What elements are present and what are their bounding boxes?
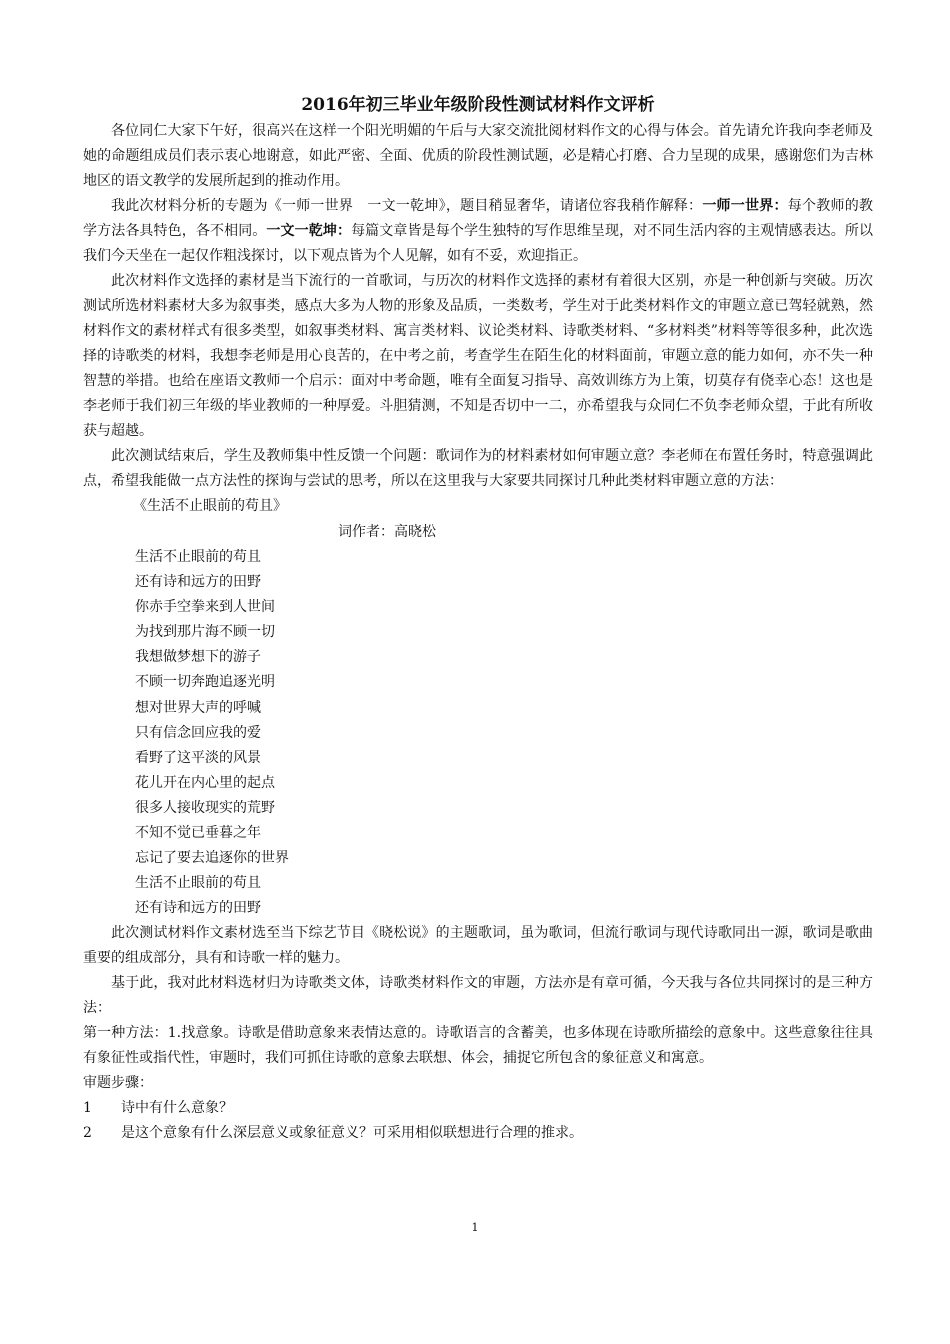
step-item <box>83 1096 873 1121</box>
step-number: 2 <box>83 1125 92 1142</box>
poem-line: 生活不止眼前的苟且 <box>135 549 261 565</box>
poem-line: 还有诗和远方的田野 <box>135 900 261 917</box>
page-number: 1 <box>471 1221 479 1234</box>
paragraph-topic <box>83 194 873 269</box>
topic-text-e: 每篇文章皆是每个学生独特的写作思维呈现，对不同生活内容的主观情感表达。所以我们今天坐在一起仅作粗浅探讨，以下观点皆为个人见解，如有不妥，欢迎指正。 <box>83 223 874 264</box>
document-title: 2016年初三毕业年级阶段性测试材料作文评析 <box>301 95 655 115</box>
poem-line: 很多人接收现实的荒野 <box>135 799 275 816</box>
paragraph-feedback: 此次测试结束后，学生及教师集中性反馈一个问题：歌词作为的材料素材如何审题立意？李老师在布置任务时，特意强调此点，希望我能做一点方法性的探询与尝试的思考，所以在这里我与大家要共同探讨几种此类材料审题立意的方法： <box>83 448 873 489</box>
poem-line: 你赤手空拳来到人世间 <box>135 599 275 616</box>
step-item <box>83 1121 873 1146</box>
poem-body <box>83 545 873 921</box>
topic-text-c: 每个教师的教学方法各具特色，各不相同。 <box>83 198 874 239</box>
poem-line: 想对世界大声的呼喊 <box>135 699 261 716</box>
poem-line: 为找到那片海不顾一切 <box>135 624 275 641</box>
paragraph-source: 此次测试材料作文素材选至当下综艺节目《晓松说》的主题歌词，虽为歌词，但流行歌词与现代诗歌同出一源，歌词是歌曲重要的组成部分，具有和诗歌一样的魅力。 <box>83 925 873 967</box>
poem-line: 只有信念回应我的爱 <box>135 724 261 741</box>
step-number: 1 <box>83 1100 92 1117</box>
paragraph-material: 此次材料作文选择的素材是当下流行的一首歌词，与历次的材料作文选择的素材有着很大区别，亦是一种创新与突破。历次测试所选材料素材大多为叙事类，感点大多为人物的形象及品质，一类数考，学生对于此类材料作文的审题立意已驾轻就熟，然材料作文的素材样式有很多类型，如叙事类材料、寓言类材料、议论类材料、诗歌类材料、“多材料类”材料等等很多种，此次选择的诗歌类的材料，我想李老师是用心良苦的，在中考之前，考查学生在陌生化的材料面前，审题立意的能力如何，亦不失一种智慧的举措。也给在座语文教师一个启示：面对中考命题，唯有全面复习指导、高效训练方为上策，切莫存有侥幸心态！这也是李老师于我们初三年级的毕业教师的一种厚爱。斗胆猜测，不知是否切中一二，亦希望我与众同仁不负李老师众望，于此有所收获与超越。 <box>83 273 873 439</box>
poem-line: 花儿开在内心里的起点 <box>135 774 275 791</box>
document-page <box>83 92 873 1146</box>
topic-bold-essay: 一文一乾坤： <box>266 223 352 239</box>
topic-text-a: 我此次材料分析的专题为《一师一世界 一文一乾坤》，题目稍显奢华，请诸位容我稍作解释： <box>111 198 703 214</box>
poem-line: 我想做梦想下的游子 <box>135 649 261 666</box>
poem-line: 看野了这平淡的风景 <box>135 749 261 766</box>
poem-author: 词作者：高晓松 <box>338 524 436 540</box>
topic-bold-teacher: 一师一世界： <box>702 198 788 214</box>
step-text: 诗中有什么意象？ <box>121 1100 233 1117</box>
poem-line: 不知不觉已垂暮之年 <box>135 825 261 842</box>
paragraph-greeting: 各位同仁大家下午好，很高兴在这样一个阳光明媚的午后与大家交流批阅材料作文的心得与体会。首先请允许我向李老师及她的命题组成员们表示衷心地谢意，如此严密、全面、优质的阶段性测试题，必是精心打磨、合力呈现的成果，感谢您们为吉林地区的语文教学的发展所起到的推动作用。 <box>83 123 873 189</box>
steps-label: 审题步骤： <box>83 1075 153 1092</box>
poem-line: 忘记了要去追逐你的世界 <box>135 850 289 867</box>
paragraph-methods-intro: 基于此，我对此材料选材归为诗歌类文体，诗歌类材料作文的审题，方法亦是有章可循，今天我与各位共同探讨的是三种方法： <box>83 975 873 1017</box>
poem-line: 不顾一切奔跑追逐光明 <box>135 674 275 691</box>
poem-line: 生活不止眼前的苟且 <box>135 875 261 892</box>
step-text: 是这个意象有什么深层意义或象征意义？可采用相似联想进行合理的推求。 <box>121 1125 583 1142</box>
poem-line: 还有诗和远方的田野 <box>135 574 261 591</box>
poem-title: 《生活不止眼前的苟且》 <box>133 498 287 514</box>
paragraph-method-one: 第一种方法：1.找意象。诗歌是借助意象来表情达意的。诗歌语言的含蓄美，也多体现在诗歌所描绘的意象中。这些意象往往具有象征性或指代性，审题时，我们可抓住诗歌的意象去联想、体会，捕捉它所包含的象征意义和寓意。 <box>83 1025 873 1067</box>
